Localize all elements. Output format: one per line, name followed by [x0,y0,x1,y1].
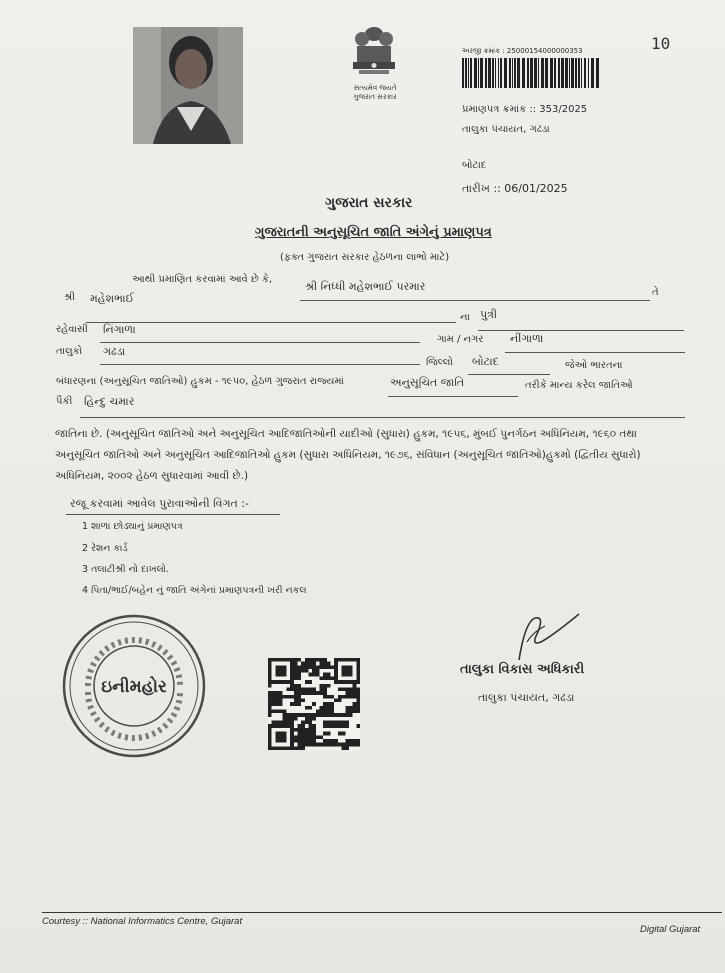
resident-label: રહેવાસી [56,324,88,335]
relation: પુત્રી [480,308,498,321]
constitution-text: બંધારણના (અનુસૂચિત જાતિઓ) હુકમ - ૧૯૫૦, હેઠળ ગુજરાત રાજ્યમાં [56,376,344,387]
na-label: ના [460,312,470,323]
certificate-title: ગુજરાતની અનુસૂચિત જાતિ અંગેનું પ્રમાણપત્ર [255,225,492,240]
sub-label: પૈકી [56,396,73,407]
caste-type: અનુસૂચિત જાતિ [390,376,465,389]
resident-value: નિંગાળા [103,323,136,336]
emblem-caption [335,84,415,102]
bharat-text: જેઓ ભારતના [565,360,623,371]
shri-label: શ્રી [64,292,76,303]
father-name: મહેશભાઈ [90,292,135,305]
issuing-office: તાલુકા પંચાયત, ગઢડા [462,124,550,135]
evidence-item: 2 રેશન કાર્ડ [82,543,128,554]
state-emblem-icon [343,22,405,84]
officer-title: તાલુકા વિકાસ અધિકારી [460,662,585,677]
qr-code-icon [267,658,361,750]
district-label: જિલ્લો [426,357,453,368]
village-value: નીંગાળા [510,332,544,345]
taluka-label: તાલુકો [56,346,83,357]
evidence-item: 3 તલાટીશ્રી નો દાખલો. [82,564,170,575]
evidence-item: 1 શાળા છોડ્યાનું પ્રમાણપત્ર [82,521,183,532]
applicant-photo [133,27,243,144]
page-number: 10 [651,34,671,53]
seal-text: ઇનીમહોર [101,677,167,697]
footer-digital-gujarat: Digital Gujarat [640,924,701,935]
barcode-icon [462,58,600,88]
district-value: બોટાદ [472,355,499,368]
legal-paragraph: જાતિના છે. (અનુસૂચિત જાતિઓ અને અનુસૂચિત આદિજાતિઓની યાદીઓ (સુધારા) હુકમ, ૧૯૫૬, મુંબઈ પુનર્ગઠન અધિનિયમ, ૧૯૬૦ તથા અનુસૂચિત જાતિઓ અને અનુસૂચિત આદિજાતિઓ હુકમ (સુધારા અધિનિયમ, ૧૯૭૬, સંવિધાન (અનુસૂચિત જાતિઓ)હુકમો (દ્વિતીય સુધારો) અધિનિયમ, ૨૦૦૨ હેઠળ સુધારવામાં આવી છે.) [55,428,641,482]
taluka-value: ગઢડા [103,345,126,358]
issue-date: તારીખ :: 06/01/2025 [462,182,568,195]
officer-office: તાલુકા પંચાયત, ગઢડા [478,691,575,704]
officer-signature [505,612,585,662]
certificate-subtitle: (ફક્ત ગુજરાત સરકાર હેઠળના લાભો માટે) [280,252,450,263]
village-label: ગામ / નગર [437,334,484,345]
recognized-text: તરીકે માન્ય કરેલ જાતિઓ [525,380,633,391]
government-title: ગુજરાત સરકાર [325,195,413,211]
emblem-govt: ગુજરાત સરકાર [353,93,397,101]
footer-courtesy: Courtesy :: National Informatics Centre, Gujarat [42,916,243,927]
evidence-heading: રજૂ કરવામાં આવેલ પુરાવાઓની વિગત :- [70,497,249,510]
te-label: તે [652,287,659,298]
emblem-motto: સત્યમેવ જયતે [353,84,397,92]
certificate-number: પ્રમાણપત્ર ક્રમાંક :: 353/2025 [462,104,588,115]
certify-intro: આથી પ્રમાણિત કરવામાં આવે છે કે, [132,274,273,285]
official-seal-icon [60,612,208,760]
holder-name: શ્રી નિધ્ધી મહેશભાઈ પરમાર [305,280,426,293]
application-number: અરજી ક્રમાંક : 25000154000000353 [462,47,583,55]
evidence-item: 4 પિતા/ભાઈ/બહેન નું જાતિ અંગેનાં પ્રમાણપત્રની ખરી નકલ [82,585,307,596]
issuing-district: બોટાદ [462,160,487,171]
sub-caste: હિન્દુ ચમાર [84,395,135,408]
